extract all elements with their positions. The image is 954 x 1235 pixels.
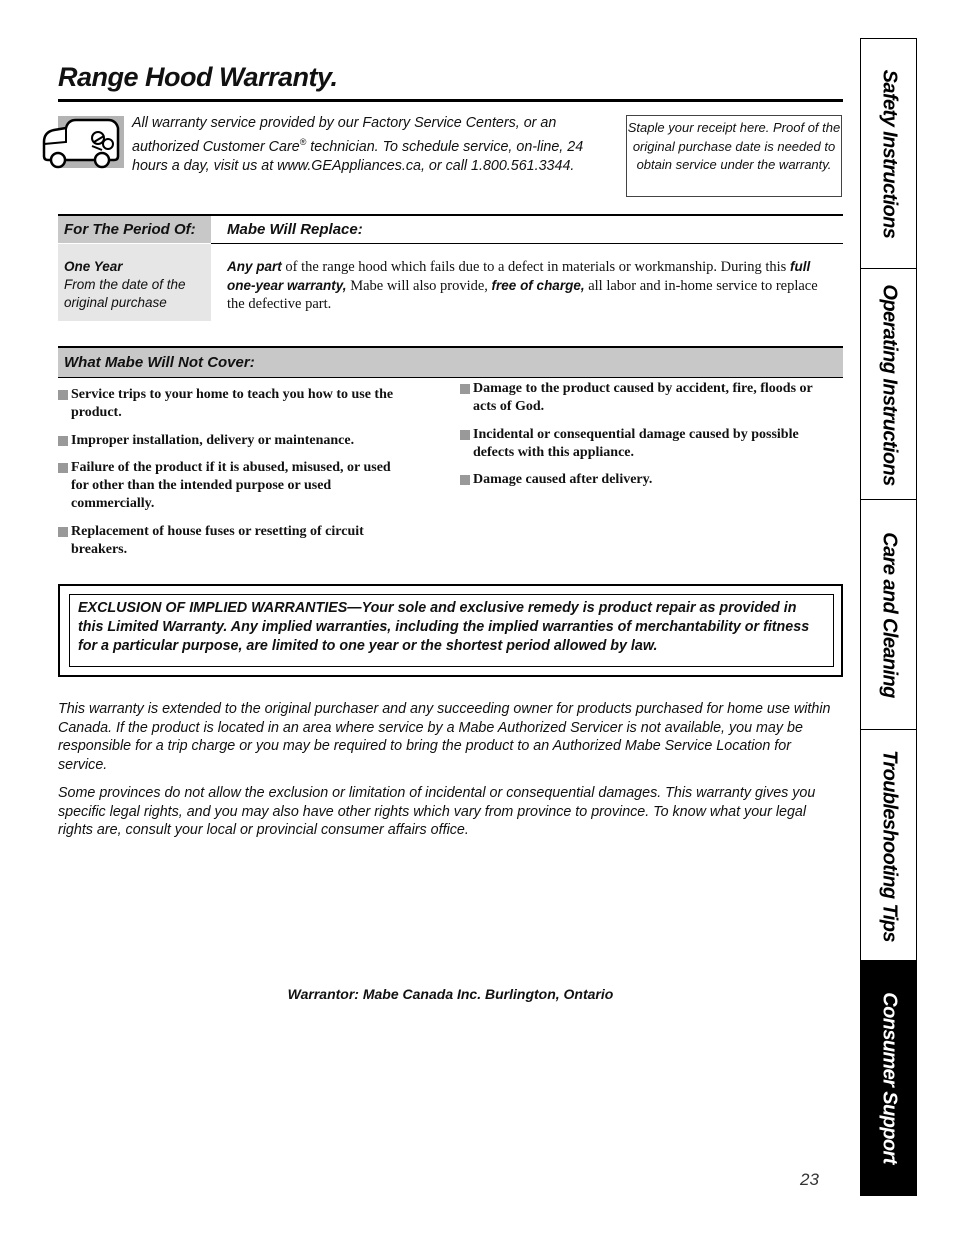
period-cell	[58, 244, 211, 321]
replace-header: Mabe Will Replace:	[227, 221, 363, 238]
page-title: Range Hood Warranty.	[58, 62, 338, 92]
square-bullet-icon	[58, 436, 68, 446]
list-item: Damage caused after delivery.	[460, 471, 835, 489]
staple-receipt-note: Staple your receipt here. Proof of the original purchase date is needed to obtain service under the warranty.	[626, 115, 842, 197]
tab-operating-instructions[interactable]: Operating Instructions	[860, 268, 917, 501]
title-rule	[58, 99, 843, 102]
tab-safety-instructions[interactable]: Safety Instructions	[860, 38, 917, 270]
period-header-rule	[211, 243, 843, 244]
list-item: Service trips to your home to teach you how to use the product.	[58, 386, 403, 422]
list-item: Failure of the product if it is abused, misused, or used for other than the intended purpose or used commercially.	[58, 459, 403, 513]
tab-troubleshooting-tips[interactable]: Troubleshooting Tips	[860, 729, 917, 962]
period-description: From the date of the original purchase	[64, 277, 186, 310]
section-tabs	[860, 38, 917, 1196]
square-bullet-icon	[58, 527, 68, 537]
service-truck-icon	[40, 114, 128, 174]
square-bullet-icon	[58, 463, 68, 473]
list-item: Damage to the product caused by accident, fire, floods or acts of God.	[460, 380, 835, 416]
square-bullet-icon	[460, 384, 470, 394]
list-item: Improper installation, delivery or maintenance.	[58, 432, 403, 450]
intro-text: All warranty service provided by our Factory Service Centers, or an authorized Customer Care® technician. To schedule service, on-line, 24 hours a day, visit us at www.GEAppliances.ca, or call 1.800.561.3344.	[132, 115, 584, 174]
period-title: One Year	[64, 259, 123, 274]
not-cover-header: What Mabe Will Not Cover:	[58, 346, 843, 378]
square-bullet-icon	[460, 430, 470, 440]
square-bullet-icon	[58, 390, 68, 400]
list-item: Incidental or consequential damage caused by possible defects with this appliance.	[460, 426, 835, 462]
warranty-extension-paragraph: This warranty is extended to the original purchaser and any succeeding owner for products purchased for home use within Canada. If the product is located in an area where service by a Mabe Authorized Servicer is not available, you may be responsible for a trip charge or you may be required to bring the product to an Authorized Mabe Service Location for service.	[58, 701, 831, 773]
tab-care-and-cleaning[interactable]: Care and Cleaning	[860, 499, 917, 731]
not-cover-right-list	[460, 380, 835, 499]
exclusion-text: EXCLUSION OF IMPLIED WARRANTIES—Your sole and exclusive remedy is product repair as provided in this Limited Warranty. Any implied warranties, including the implied warranties of merchantability or fitness for a particular purpose, are limited to one year or the shortest period allowed by law.	[69, 594, 834, 667]
legal-rights-paragraph: Some provinces do not allow the exclusion or limitation of incidental or consequential damages. This warranty gives you specific legal rights, and you may also have other rights which vary from province to province. To know what your legal rights are, consult your local or provincial consumer affairs office.	[58, 785, 816, 839]
list-item: Replacement of house fuses or resetting of circuit breakers.	[58, 523, 403, 559]
not-cover-left-list	[58, 386, 403, 568]
tab-consumer-support[interactable]: Consumer Support	[860, 960, 917, 1196]
page-number: 23	[800, 1170, 819, 1189]
square-bullet-icon	[460, 475, 470, 485]
period-header: For The Period Of:	[58, 216, 211, 243]
warrantor: Warrantor: Mabe Canada Inc. Burlington, Ontario	[287, 986, 614, 1002]
replace-text: Any part of the range hood which fails due to a defect in materials or workmanship. During this full one-year warranty, Mabe will also provide, free of charge, all labor and in-home service to replace the defective part.	[227, 259, 818, 312]
